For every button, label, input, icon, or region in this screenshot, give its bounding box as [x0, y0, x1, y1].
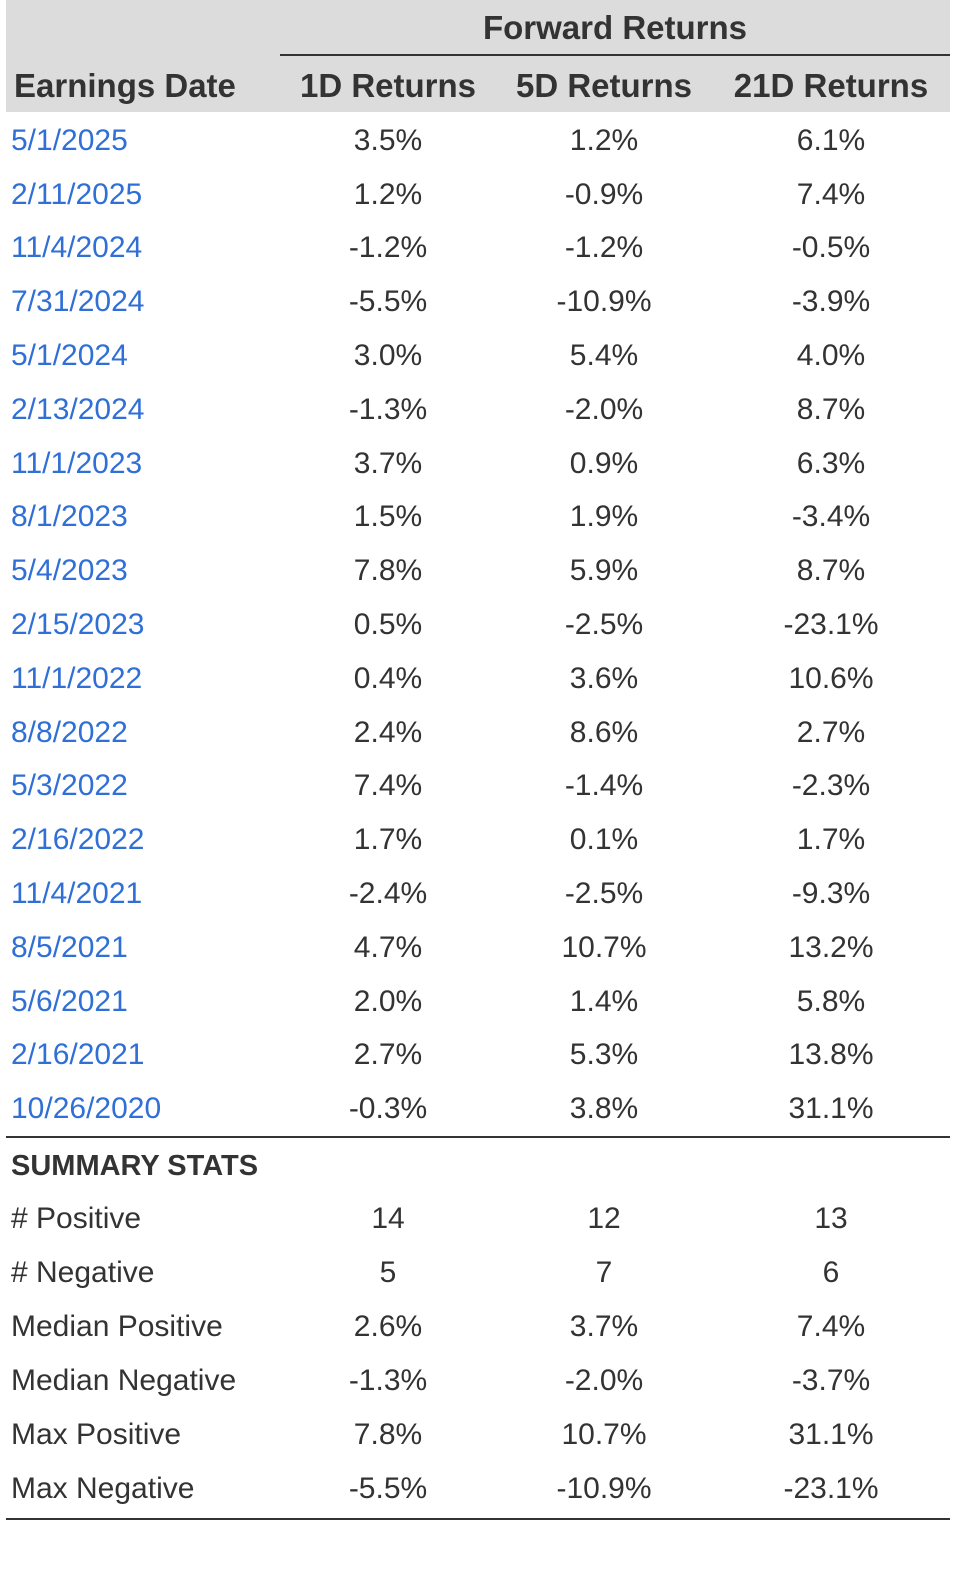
earnings-date-link[interactable]: 5/4/2023: [11, 554, 128, 588]
summary-21d-cell: -23.1%: [783, 1472, 879, 1506]
return-5d-cell: 3.6%: [569, 661, 639, 695]
column-header-earnings-date: Earnings Date: [14, 67, 236, 104]
return-5d-cell: 1.2%: [569, 123, 639, 157]
column-header-1d-returns: 1D Returns: [299, 67, 477, 104]
return-1d-cell: 7.8%: [353, 554, 423, 588]
summary-5d-cell: 12: [587, 1202, 621, 1236]
return-1d-cell: -5.5%: [348, 285, 428, 319]
table-row: [6, 544, 950, 598]
return-21d-cell: 4.0%: [796, 339, 866, 373]
earnings-date-link[interactable]: 2/15/2023: [11, 608, 145, 642]
table-row: [6, 813, 950, 867]
column-header-5d-returns: 5D Returns: [515, 67, 693, 104]
earnings-date-link[interactable]: 11/4/2021: [11, 877, 143, 911]
return-1d-cell: 4.7%: [353, 930, 423, 964]
summary-5d-cell: 10.7%: [561, 1418, 647, 1452]
table-row: [6, 437, 950, 491]
return-5d-cell: -0.9%: [564, 177, 644, 211]
return-1d-cell: 2.0%: [353, 984, 423, 1018]
return-1d-cell: 1.7%: [353, 823, 423, 857]
summary-5d-cell: 3.7%: [569, 1310, 639, 1344]
return-21d-cell: 2.7%: [796, 715, 866, 749]
summary-1d-cell: -5.5%: [348, 1472, 428, 1506]
summary-1d-cell: 14: [371, 1202, 405, 1236]
earnings-date-link[interactable]: 8/8/2022: [11, 715, 128, 749]
return-5d-cell: 0.9%: [569, 446, 639, 480]
return-1d-cell: 0.4%: [353, 661, 423, 695]
earnings-date-link[interactable]: 7/31/2024: [11, 285, 145, 319]
return-5d-cell: -2.0%: [564, 392, 644, 426]
return-21d-cell: 6.1%: [796, 123, 866, 157]
return-21d-cell: 5.8%: [796, 984, 866, 1018]
earnings-date-link[interactable]: 10/26/2020: [11, 1092, 162, 1126]
return-5d-cell: 3.8%: [569, 1092, 639, 1126]
summary-5d-cell: -2.0%: [564, 1364, 644, 1398]
return-21d-cell: 8.7%: [796, 554, 866, 588]
table-body: [6, 112, 950, 1136]
earnings-date-link[interactable]: 11/1/2023: [11, 446, 143, 480]
summary-row: [6, 1354, 950, 1408]
return-5d-cell: -2.5%: [564, 608, 644, 642]
summary-5d-cell: -10.9%: [556, 1472, 652, 1506]
return-1d-cell: 0.5%: [353, 608, 423, 642]
return-21d-cell: -9.3%: [791, 877, 871, 911]
table-row: [6, 275, 950, 329]
summary-1d-cell: -1.3%: [348, 1364, 428, 1398]
return-5d-cell: 5.3%: [569, 1038, 639, 1072]
return-21d-cell: -3.4%: [791, 500, 871, 534]
summary-body: [6, 1192, 950, 1516]
earnings-date-link[interactable]: 2/16/2021: [11, 1038, 145, 1072]
earnings-date-link[interactable]: 11/1/2022: [11, 661, 143, 695]
earnings-date-link[interactable]: 5/1/2024: [11, 339, 128, 373]
return-5d-cell: 0.1%: [569, 823, 639, 857]
summary-label: Max Positive: [11, 1418, 182, 1452]
summary-label: Median Positive: [11, 1310, 223, 1344]
earnings-date-link[interactable]: 5/1/2025: [11, 123, 128, 157]
return-21d-cell: 13.8%: [788, 1038, 874, 1072]
group-divider: [280, 54, 950, 56]
return-5d-cell: -10.9%: [556, 285, 652, 319]
table-row: [6, 168, 950, 222]
return-21d-cell: 13.2%: [788, 930, 874, 964]
summary-label: # Negative: [11, 1256, 155, 1290]
table-row: [6, 706, 950, 760]
summary-row: [6, 1462, 950, 1516]
summary-5d-cell: 7: [595, 1256, 613, 1290]
summary-21d-cell: 31.1%: [788, 1418, 874, 1452]
return-21d-cell: 10.6%: [788, 661, 874, 695]
earnings-date-link[interactable]: 5/3/2022: [11, 769, 128, 803]
return-21d-cell: 1.7%: [796, 823, 866, 857]
return-5d-cell: 10.7%: [561, 930, 647, 964]
table-row: [6, 491, 950, 545]
table-row: [6, 867, 950, 921]
table-row: [6, 652, 950, 706]
table-row: [6, 760, 950, 814]
table-header: [6, 0, 950, 112]
summary-label: Max Negative: [11, 1472, 195, 1506]
summary-21d-cell: 6: [822, 1256, 840, 1290]
return-1d-cell: -2.4%: [348, 877, 428, 911]
return-1d-cell: -1.3%: [348, 392, 428, 426]
return-5d-cell: 1.9%: [569, 500, 639, 534]
return-21d-cell: 7.4%: [796, 177, 866, 211]
summary-1d-cell: 7.8%: [353, 1418, 423, 1452]
table-row: [6, 921, 950, 975]
return-1d-cell: 3.7%: [353, 446, 423, 480]
column-header-21d-returns: 21D Returns: [733, 67, 929, 104]
summary-label: # Positive: [11, 1202, 142, 1236]
summary-row: [6, 1246, 950, 1300]
return-21d-cell: -3.9%: [791, 285, 871, 319]
return-1d-cell: 1.5%: [353, 500, 423, 534]
return-5d-cell: 8.6%: [569, 715, 639, 749]
summary-row: [6, 1408, 950, 1462]
return-1d-cell: 7.4%: [353, 769, 423, 803]
return-21d-cell: -0.5%: [791, 231, 871, 265]
table-row: [6, 114, 950, 168]
summary-row: [6, 1192, 950, 1246]
earnings-date-link[interactable]: 8/1/2023: [11, 500, 128, 534]
return-21d-cell: 8.7%: [796, 392, 866, 426]
return-1d-cell: -0.3%: [348, 1092, 428, 1126]
return-5d-cell: -1.4%: [564, 769, 644, 803]
table-row: [6, 329, 950, 383]
table-bottom-rule: [6, 1518, 950, 1520]
earnings-date-link[interactable]: 2/13/2024: [11, 392, 145, 426]
table-row: [6, 1082, 950, 1136]
summary-title: SUMMARY STATS: [11, 1150, 259, 1183]
earnings-date-link[interactable]: 2/11/2025: [11, 177, 143, 211]
return-5d-cell: 1.4%: [569, 984, 639, 1018]
forward-returns-group-label: Forward Returns: [482, 9, 748, 46]
table-row: [6, 598, 950, 652]
return-1d-cell: 3.0%: [353, 339, 423, 373]
return-1d-cell: -1.2%: [348, 231, 428, 265]
earnings-returns-table: [6, 0, 950, 1520]
return-1d-cell: 1.2%: [353, 177, 423, 211]
table-row: [6, 975, 950, 1029]
summary-21d-cell: 7.4%: [796, 1310, 866, 1344]
return-5d-cell: 5.4%: [569, 339, 639, 373]
return-1d-cell: 2.7%: [353, 1038, 423, 1072]
earnings-date-link[interactable]: 2/16/2022: [11, 823, 145, 857]
earnings-date-link[interactable]: 11/4/2024: [11, 231, 143, 265]
return-21d-cell: 31.1%: [788, 1092, 874, 1126]
return-1d-cell: 3.5%: [353, 123, 423, 157]
summary-label: Median Negative: [11, 1364, 237, 1398]
column-headers: [6, 60, 950, 112]
summary-21d-cell: -3.7%: [791, 1364, 871, 1398]
summary-21d-cell: 13: [814, 1202, 848, 1236]
table-row: [6, 222, 950, 276]
table-row: [6, 383, 950, 437]
return-5d-cell: -2.5%: [564, 877, 644, 911]
summary-row: [6, 1300, 950, 1354]
return-5d-cell: -1.2%: [564, 231, 644, 265]
earnings-date-link[interactable]: 5/6/2021: [11, 984, 128, 1018]
earnings-date-link[interactable]: 8/5/2021: [11, 930, 128, 964]
return-21d-cell: 6.3%: [796, 446, 866, 480]
table-row: [6, 1029, 950, 1083]
return-1d-cell: 2.4%: [353, 715, 423, 749]
return-5d-cell: 5.9%: [569, 554, 639, 588]
summary-1d-cell: 2.6%: [353, 1310, 423, 1344]
summary-1d-cell: 5: [379, 1256, 397, 1290]
return-21d-cell: -2.3%: [791, 769, 871, 803]
return-21d-cell: -23.1%: [783, 608, 879, 642]
